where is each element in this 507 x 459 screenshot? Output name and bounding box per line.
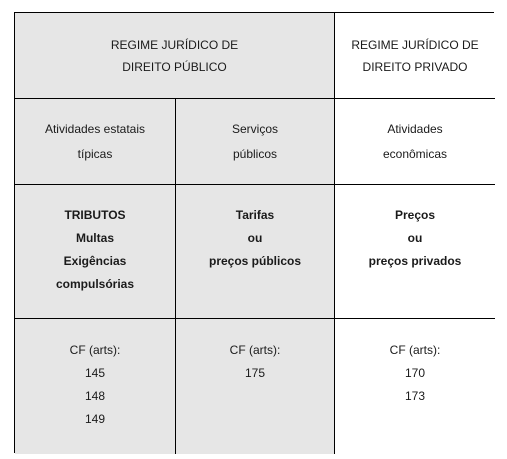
revenue-line: compulsórias (55, 277, 135, 291)
header-private-regime (335, 13, 495, 99)
revenue-line: preços públicos (208, 254, 302, 268)
cf-line: 175 (244, 366, 266, 380)
activity-typical-state (15, 99, 176, 185)
revenue-line: ou (407, 231, 423, 245)
activity-economic (335, 99, 495, 185)
activity-line: Serviços (231, 121, 278, 136)
cf-line: CF (arts): (389, 343, 441, 357)
header-private-line-2: DIREITO PRIVADO (362, 59, 468, 74)
revenue-line: Preços (394, 208, 436, 222)
revenue-private-prices (335, 185, 495, 319)
revenue-public-fees (176, 185, 335, 319)
revenue-line: Tarifas (235, 208, 275, 222)
cf-line: CF (arts): (229, 343, 281, 357)
cf-articles-economic (335, 319, 495, 454)
cf-articles-public-services (176, 319, 335, 454)
revenue-line: Exigências (63, 254, 127, 268)
header-public-line-2: DIREITO PÚBLICO (122, 59, 227, 74)
activity-line: econômicas (382, 146, 448, 161)
activity-line: públicos (232, 146, 278, 161)
revenue-taxes (15, 185, 176, 319)
header-public-line-1: REGIME JURÍDICO DE (110, 37, 239, 52)
cf-line: 145 (84, 366, 106, 380)
cf-line: CF (arts): (69, 343, 121, 357)
revenue-line: ou (247, 231, 263, 245)
activity-public-services (176, 99, 335, 185)
revenue-line: Multas (75, 231, 114, 245)
revenue-line: preços privados (368, 254, 462, 268)
cf-line: 170 (404, 366, 426, 380)
cf-articles-taxes (15, 319, 176, 454)
header-public-regime (15, 13, 335, 99)
cf-line: 173 (404, 389, 426, 403)
activity-line: típicas (77, 146, 113, 161)
revenue-line: TRIBUTOS (64, 208, 126, 222)
activity-line: Atividades estatais (44, 121, 146, 136)
legal-regime-table (14, 12, 494, 453)
activity-line: Atividades (387, 121, 443, 136)
header-private-line-1: REGIME JURÍDICO DE (351, 37, 479, 52)
cf-line: 149 (84, 412, 106, 426)
cf-line: 148 (84, 389, 106, 403)
